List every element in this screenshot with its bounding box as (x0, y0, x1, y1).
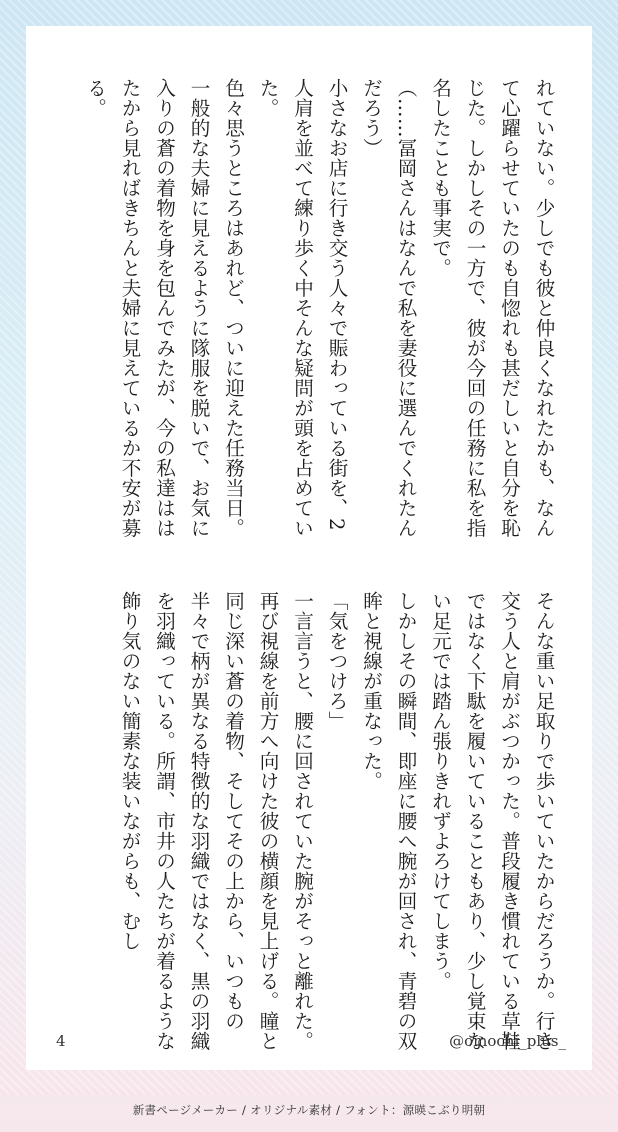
paragraph: 「気をつけろ」 (325, 591, 348, 731)
paragraph: 一言言うと、腰に回されていた腕がそっと離れた。再び視線を前方へ向けた彼の横顔を見上げる。瞳と同じ深い蒼の着物、そしてその上から、いつもの半々で柄が異なる特徴的な羽織ではなく、黒の羽織を羽織っている。所謂、市井の人たちが着るような飾り気のない簡素な装いながらも、むし (118, 591, 314, 1051)
lower-text-block (50, 591, 560, 1061)
paragraph: 色々思うところはあれど、ついに迎えた任務当日。一般的な夫婦に見えるように隊服を脱いで、お気に入りの蒼の着物を身を包んでみたが、今の私達ははたから見ればきちんと夫婦に見えているか不安が募る。 (83, 78, 245, 538)
author-handle: @omochi_plus_ (449, 1032, 566, 1050)
credit-line: 新書ページメーカー / オリジナル素材 / フォント：源暎こぶり明朝 (132, 1103, 486, 1117)
page-number: 4 (56, 1032, 66, 1050)
paragraph: そんな重い足取りで歩いていたからだろうか。行き交う人と肩がぶつかった。普段履き慣れている草鞋ではなく下駄を履いていることもあり、少し覚束ない足元では踏ん張りきれずよろけてしまう。 (428, 591, 555, 1051)
paragraph: 小さなお店に行き交う人々で賑わっている街を、2人肩を並べて練り歩く中そんな疑問が頭を占めていた。 (256, 78, 348, 538)
page-paper (26, 26, 592, 1070)
paragraph: れていない。少しでも彼と仲良くなれたかも、なんて心躍らせていたのも自惚れも甚だしいと自分を恥じた。しかしその一方で、彼が今回の任務に私を指名したことも事実で。 (428, 78, 555, 538)
paragraph: しかしその瞬間、即座に腰へ腕が回され、青碧の双眸と視線が重なった。 (359, 591, 417, 1051)
paragraph: （……冨岡さんはなんで私を妻役に選んでくれたんだろう） (359, 78, 417, 538)
upper-text-block (50, 78, 560, 548)
